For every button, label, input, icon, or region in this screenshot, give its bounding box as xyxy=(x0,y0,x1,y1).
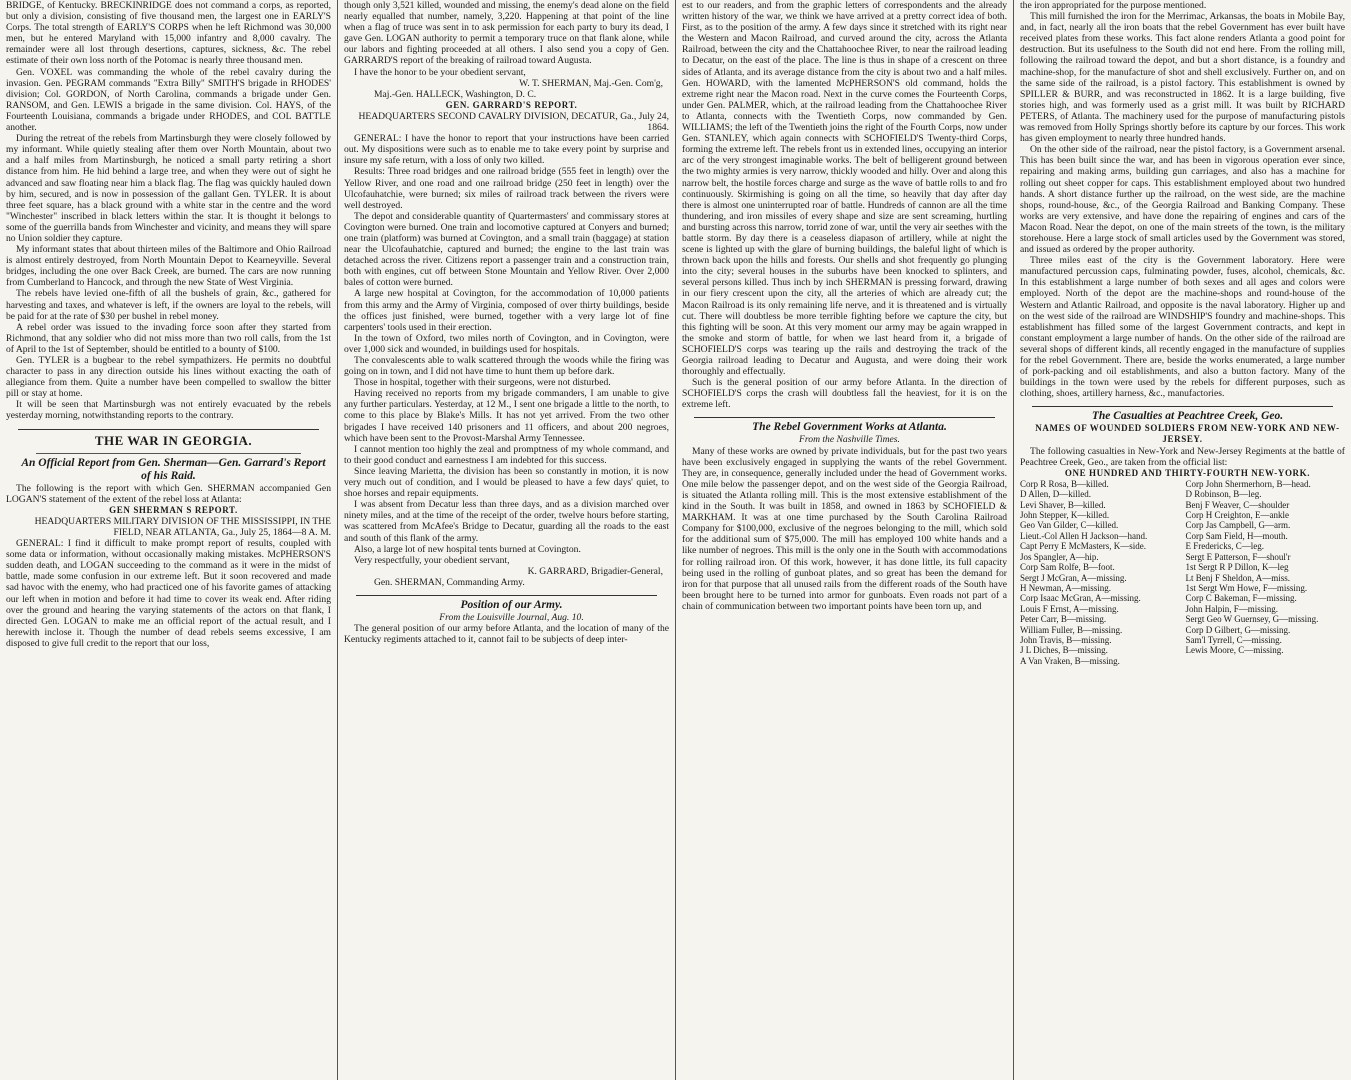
paragraph: Very respectfully, your obedient servant, xyxy=(354,554,510,566)
casualty-column-left xyxy=(1020,479,1180,666)
list-item: Corp R Rosa, B—killed. xyxy=(1020,478,1109,489)
paragraph: The depot and considerable quantity of Quartermasters' and commissary stores at Covington were burned. One train and locomotive captured at Conyers and burned; one train (platform) was burned at Covington, and a small train (baggage) at station near the Ulcofauhatchie, captured and burned; the engine to the last train was detached across the river. Citizens report a passenger train and a construction train, both with engines, cut off between Stone Mountain and Yellow River. Over 2,000 bales of cotton were burned. xyxy=(344,210,669,289)
list-item: H Newman, A—missing. xyxy=(1020,582,1111,593)
paragraph: In the town of Oxford, two miles north of Covington, and in Covington, were over 1,000 sick and wounded, in buildings used for hospitals. xyxy=(344,332,669,355)
article-headline: The Rebel Government Works at Atlanta. xyxy=(752,421,947,434)
paragraph: The following casualties in New-York and New-Jersey Regiments at the battle of Peachtree Creek, Geo., are taken from the official list: xyxy=(1020,445,1345,468)
list-item: Benj F Weaver, C—shoulder xyxy=(1185,499,1290,510)
regiment-heading: ONE HUNDRED AND THIRTY-FOURTH NEW-YORK. xyxy=(1064,467,1311,478)
paragraph: During the retreat of the rebels from Martinsburgh they were closely followed by my informant. While quietly stealing after them over North Mountain, about two and a half miles from Martinsburgh, he noticed a small party retiring a short distance from him. He hid behind a large tree, and when they were out of sight he advanced and saw floating near him a black flag. The flag was quickly hauled down by him, secured, and is now in possession of the gallant Gen. TYLER. It is about three feet square, has a black ground with a white star in the centre and the word "Winchester" inscribed in black letters within the star. It is thought it belongs to some of the guerrilla bands from Winchester and vicinity, and means they will spare no Union soldier they capture. xyxy=(6,133,331,244)
section-divider xyxy=(1032,406,1333,407)
paragraph: Results: Three road bridges and one railroad bridge (555 feet in length) over the Yellow River, and one road and one railroad bridge (250 feet in length) over the Ulcofauhatchie, were burned; six miles of railroad track between the rivers were well destroyed. xyxy=(344,166,669,211)
paragraph: My informant states that about thirteen miles of the Baltimore and Ohio Railroad is almost entirely destroyed, from North Mountain Depot to Kearneyville. Several bridges, including the one over Back Creek, are burned. The cars are now running from Cumberland to Hancock, and through the new State of West Virginia. xyxy=(6,244,331,289)
paragraph: It will be seen that Martinsburgh was not entirely evacuated by the rebels yesterday morning, notwithstanding reports to the contrary. xyxy=(6,399,331,422)
divider xyxy=(36,453,301,454)
list-item: Corp H Creighton, E—ankle xyxy=(1185,510,1289,521)
list-item: Sam'l Tyrrell, C—missing. xyxy=(1185,634,1282,645)
paragraph: GENERAL: I find it difficult to make prompt report of results, coupled with some data or information, without occasionally making mistakes. McPHERSON'S sudden death, and LOGAN succeeding to the command as it were in the midst of battle, made some confusion in our extreme left. But it soon recovered and made sad havoc with the enemy, who had practiced one of his favorite games of attacking our left when in motion and before it had time to cover its weak end. After riding over the ground and hearing the varying statements of the actors on that flank, I directed Gen. LOGAN to make me an official report of the actual result, and I herewith inclose it. Though the number of dead rebels seems excessive, I am disposed to give full credit to the report that our loss, xyxy=(6,538,331,649)
paragraph: BRIDGE, of Kentucky. BRECKINRIDGE does not command a corps, as reported, but only a division, consisting of five thousand men, the largest one in EARLY'S Corps. The total strength of EARLY'S CORPS when he left Richmond was 30,000 men, but he entered Maryland with 15,000 infantry and 8,000 cavalry. The remainder were all lost through desertions, captures, sickness, &c. The rebel estimate of their own loss north of the Potomac is nearly three thousand men. xyxy=(6,0,331,67)
list-item: Corp C Bakeman, F—missing. xyxy=(1185,593,1297,604)
source-line: From the Nashville Times. xyxy=(799,434,900,446)
source-line: From the Louisville Journal, Aug. 10. xyxy=(439,611,584,623)
list-item: Corp Isaac McGran, A—missing. xyxy=(1020,593,1141,604)
list-item: Corp Sam Rolfe, B—foot. xyxy=(1020,562,1115,573)
paragraph: The rebels have levied one-fifth of all the bushels of grain, &c., gathered for harvesting and taxes, and whatever is left, if the owners are loyal to the rebels, will be paid for at the rate of $30 per bushel in rebel money. xyxy=(6,288,331,322)
list-item: Lt Benj F Sheldon, A—miss. xyxy=(1185,572,1291,583)
paragraph: Since leaving Marietta, the division has been so constantly in motion, it is now very much out of condition, and I would be pleased to have a few days' quiet, to shoe horses and repair equipments. xyxy=(344,465,669,500)
paragraph: Three miles east of the city is the Government laboratory. Here were manufactured percussion caps, fulminating powder, fuses, alcohol, chemicals, &c. In this establishment a large number of both sexes and all ages and colors were employed. North of the depot are the machine-shops and round-house of the Western and Atlantic Railroad, and opposite is the naval laboratory. Higher up and on the west side of the railroad are WINDSHIP'S foundry and machine-shops. This establishment has filled some of the largest Government contracts, and kept in constant employment a large number of hands. On the other side of the railroad are several shops of different kinds, all recently engaged in the manufacture of supplies for the rebel Government. There are, beside the works enumerated, a large number of pork-packing and oil establishments, and also a button factory. Many of the buildings in the town were used by the rebels for different purposes, such as clothing, shoes, artillery harness, &c., manufactories. xyxy=(1020,255,1345,400)
paragraph: Also, a large lot of new hospital tents burned at Covington. xyxy=(354,543,581,555)
list-item: Sergt E Patterson, F—shoul'r xyxy=(1185,551,1291,562)
paragraph: The general position of our army before Atlanta, and the location of many of the Kentucky regiments attached to it, cannot fail to be subjects of deep inter- xyxy=(344,623,669,646)
report-heading: GEN. GARRARD'S REPORT. xyxy=(445,99,578,110)
paragraph: the iron appropriated for the purpose mentioned. xyxy=(1020,0,1207,11)
paragraph: I have the honor to be your obedient servant, xyxy=(354,66,526,78)
list-item: Lewis Moore, C—missing. xyxy=(1185,645,1284,656)
list-item: 1st Sergt Wm Howe, F—missing. xyxy=(1185,582,1308,593)
list-item: J L Diches, B—missing. xyxy=(1020,645,1108,656)
addressee: Gen. SHERMAN, Commanding Army. xyxy=(374,576,525,588)
paragraph: GENERAL: I have the honor to report that your instructions have been carried out. My dispositions were such as to enable me to take every point by surprise and insure my safe return, with a loss of only two killed. xyxy=(344,133,669,167)
paragraph: Having received no reports from my brigade commanders, I am unable to give any further particulars. Yesterday, at 12 M., I sent one brigade a little to the north, to come to this place by Blake's Mills. It has not yet arrived. From the two other brigades I have received 140 prisoners and 11 officers, and about 200 negroes, which have been sent to the Provost-Marshal Army Tennessee. xyxy=(344,388,669,444)
column-2 xyxy=(338,0,675,1080)
list-item: Corp D Gilbert, G—missing. xyxy=(1185,624,1291,635)
article-headline: An Official Report from Gen. Sherman—Gen. Garrard's Report of his Raid. xyxy=(21,456,326,482)
addressee: Maj.-Gen. HALLECK, Washington, D. C. xyxy=(374,88,537,100)
casualty-column-right xyxy=(1186,479,1346,666)
paragraph: Such is the general position of our army before Atlanta. In the direction of SCHOFIELD'S corps the crash will doubtless fall the heaviest, for it is on the extreme left. xyxy=(682,377,1007,411)
signature: K. GARRARD, Brigadier-General, xyxy=(527,565,663,577)
list-item: D Allen, D—killed. xyxy=(1020,489,1091,500)
list-item: Lieut.-Col Allen H Jackson—hand. xyxy=(1020,530,1148,541)
list-item: E Fredericks, C—leg. xyxy=(1185,541,1264,552)
report-heading: GEN SHERMAN S REPORT. xyxy=(109,504,238,515)
list-item: Capt Perry E McMasters, K—side. xyxy=(1020,541,1146,552)
list-item: Peter Carr, B—missing. xyxy=(1020,614,1107,625)
column-3 xyxy=(676,0,1013,1080)
paragraph: Those in hospital, together with their surgeons, were not disturbed. xyxy=(354,377,611,389)
list-item: Corp John Shermerhorn, B—head. xyxy=(1185,478,1311,489)
list-item: D Robinson, B—leg. xyxy=(1185,489,1262,500)
paragraph: The following is the report with which Gen. SHERMAN accompanied Gen LOGAN'S statement of the extent of the rebel loss at Atlanta: xyxy=(6,482,331,505)
paragraph: I was absent from Decatur less than three days, and as a division marched over ninety miles, and at the time of the receipt of the order, twelve hours before starting, was scattered from McAfee's Bridge to Decatur, guarding all the roads to the east and south of this flank of the army. xyxy=(344,499,669,544)
list-item: John Halpin, F—missing. xyxy=(1185,603,1279,614)
list-item: Levi Shaver, B—killed. xyxy=(1020,499,1106,510)
paragraph: This mill furnished the iron for the Merrimac, Arkansas, the boats in Mobile Bay, and, in fact, nearly all the iron boats that the rebel Government has ever built have received plates from these works. This fact alone renders Atlanta a good point for destruction. But its usefulness to the South did not end here. From the rolling mill, following the railroad toward the depot, and but a short distance, is a foundry and machine-shop, for the manufacture of shot and shell exclusively. Further on, and on the same side of the railroad, is a pistol factory. This establishment is owned by SPILLER & BURR, and was reconstructed in 1862. It is a large building, five stories high, and was formerly used as a grist mill. It was built by RICHARD PETERS, of Atlanta. The machinery used for the purpose of manufacturing pistols was removed from Holly Springs shortly before its capture by our forces. This work has given employment to nearly three hundred hands. xyxy=(1020,11,1345,145)
paragraph: I cannot mention too highly the zeal and promptness of my whole command, and to their good conduct and earnestness I am indebted for this success. xyxy=(344,443,669,466)
list-item: Louis F Ernst, A—missing. xyxy=(1020,603,1119,614)
list-item: Geo Van Gilder, C—killed. xyxy=(1020,520,1119,531)
section-divider xyxy=(18,429,319,430)
column-4 xyxy=(1014,0,1351,1080)
paragraph: A rebel order was issued to the invading force soon after they started from Richmond, that any soldier who did not miss more than two roll calls, from the 1st of April to the 1st of September, should be entitled to a bounty of $100. xyxy=(6,321,331,355)
list-item: Corp Sam Field, H—mouth. xyxy=(1185,530,1288,541)
list-item: John Stepper, K—killed. xyxy=(1020,510,1110,521)
list-item: Jos Spangler, A—hip. xyxy=(1020,551,1099,562)
list-item: A Van Vraken, B—missing. xyxy=(1020,655,1120,666)
list-item: John Travis, B—missing. xyxy=(1020,634,1112,645)
list-item: William Fuller, B—missing. xyxy=(1020,624,1123,635)
article-headline: The Casualties at Peachtree Creek, Geo. xyxy=(1091,410,1284,423)
list-item: Sergt Geo W Guernsey, G—missing. xyxy=(1185,614,1319,625)
column-1 xyxy=(0,0,337,1080)
list-item: Sergt J McGran, A—missing. xyxy=(1020,572,1127,583)
paragraph: though only 3,521 killed, wounded and missing, the enemy's dead alone on the field nearly equalled that number, namely, 3,220. Happening at that point of the line when a flag of truce was sent in to ask permission for each party to bury its dead, I gave Gen. LOGAN authority to permit a temporary truce on that flank alone, while our labors and fighting proceeded at all others. I also send you a copy of Gen. GARRARD'S report of the breaking of railroad toward Augusta. xyxy=(344,0,669,67)
signature: W. T. SHERMAN, Maj.-Gen. Com'g, xyxy=(519,77,663,89)
paragraph: est to our readers, and from the graphic letters of correspondents and the already written history of the war, we think we have arrived at a pretty correct idea of both. First, as to the position of the army. A few days since it stretched with its right near the Western and Macon Railroad, and curved around the city, across the Atlanta Railroad, between the city and the Chattahoochee River, to near the railroad leading to Decatur, on the east of the place. The line is thus in shape of a crescent on three sides of Atlanta, and its average distance from the city is about two and a half miles. Gen. HOWARD, with the lamented McPHERSON'S old command, holds the extreme right near the Macon road. Next in the curve comes the Fourteenth Corps, under Gen. PALMER, which, at the railroad leading from the Chattahoochee River to Atlanta, connects with the Twentieth Corps, now commanded by Gen. WILLIAMS; the left of the Twentieth joins the right of the Fourth Corps, now under Gen. STANLEY, which again connects with SCHOFIELD'S Twenty-third Corps, forming the extreme left. The rebels front us in extended lines, occupying an interior arc of the very strongest imaginable works. The belt of belligerent ground between the two mighty armies is very narrow, thickly wooded and hilly. Over and along this narrow belt, the hostile forces charge and surge as the wave of battle rolls to and fro continuously. Skirmishing is going on all the time, so heavily that day after day there is almost one uninterrupted roar of battle. Hundreds of cannon are all the time thundering, and iron missiles of every shape and size are sent screaming, hurtling and bursting across this narrow, torrid zone of war, until the very air seethes with the battle storm. By day there is a ceaseless diapason of artillery, while at night the scene is lighted up with the glare of burning buildings, the baleful light of which is thrown back upon the hills and forests. Our shells and shot frequently go plunging into the city; several houses in the suburbs have been knocked to splinters, and several persons killed. Thus inch by inch SHERMAN is pressing forward, drawing in our fiery crescent upon the city, all the arteries of which are already cut; the Macon Railroad is its only remaining life nerve, and it is threatened and is virtually cut. There will doubtless be more terrible fighting before we capture the city, but this fighting will be soon. At this very moment our army may be again wrapped in the smoke and storm of battle, for when we last heard from it, a brigade of SCHOFIELD'S corps was tearing up the rails and destroying the track of the Georgia railroad leading to Decatur and Augusta, and were doing their work thoroughly and effectually. xyxy=(682,0,1007,378)
section-divider xyxy=(694,417,995,418)
dateline: HEADQUARTERS SECOND CAVALRY DIVISION, DECATUR, Ga., July 24, 1864. xyxy=(358,110,669,134)
paragraph: On the other side of the railroad, near the pistol factory, is a Government arsenal. This has been built since the war, and has been in vigorous operation ever since, repairing and making arms, building gun carriages, and also has a machine for rolling out sheet copper for caps. This establishment employed about two hundred hands. A short distance further up the railroad, on the west side, are the machine shops, round-house, &c., of the Georgia Railroad and Banking Company. These works are very extensive, and have done the repairing of engines and cars of the Macon Road. Near the depot, on one of the main streets of the town, is the military storehouse. Here a large stock of small articles used by the Government was stored, and issued as ordered by the proper authority. xyxy=(1020,144,1345,256)
casualty-list xyxy=(1020,479,1345,666)
paragraph: Gen. TYLER is a bugbear to the rebel sympathizers. He permits no doubtful character to pass in any direction outside his lines without exacting the oath of allegiance from them. Quite a number have been compelled to swallow the bitter pill or stay at home. xyxy=(6,355,331,400)
paragraph: A large new hospital at Covington, for the accommodation of 10,000 patients from this army and the Army of Virginia, composed of over thirty buildings, beside the offices just finished, were burned, together with a very large lot of fine carpenters' tools used in their erection. xyxy=(344,288,669,333)
list-item: Corp Jas Campbell, G—arm. xyxy=(1185,520,1291,531)
paragraph: The convalescents able to walk scattered through the woods while the firing was going on in town, and I did not have time to hunt them up before dark. xyxy=(344,355,669,378)
paragraph: Gen. VOXEL was commanding the whole of the rebel cavalry during the invasion. Gen. PEGRAM commands "Extra Billy" SMITH'S brigade in RHODES' division; Col. GORDON, of North Carolina, commands a brigade under Gen. RANSOM, and Gen. LEWIS a brigade in the same division. Col. HAYS, of the Fourteenth Louisiana, commands a brigade under RHODES, and COL BATTLE another. xyxy=(6,66,331,134)
list-item: 1st Sergt R P Dillon, K—leg xyxy=(1185,562,1289,573)
sub-headline: NAMES OF WOUNDED SOLDIERS FROM NEW-YORK AND NEW-JERSEY. xyxy=(1035,423,1340,445)
paragraph: Many of these works are owned by private individuals, but for the past two years have been exclusively engaged in supplying the wants of the rebel Government. They are, in consequence, generally included under the head of Government works. One mile below the passenger depot, and on the west side of the Georgia Railroad, is situated the Atlanta rolling mill. This is the most extensive establishment of the kind in the South. It was built in 1858, and owned in 1863 by SCHOFIELD & MARKHAM. It was at one time purchased by the South Carolina Railroad Company for $100,000, exclusive of the negroes belonging to the mill, which sold for the additional sum of $75,000. The mill has employed 100 white hands and a like number of negroes. This mill is the only one in the South with accommodations for rolling railroad iron. Of this work, however, it has done little, its full capacity being used in the rolling of gunboat plates, and so great has been the demand for iron for that purpose that all unused rails from the different roads of the South have been brought here to be turned into armor for gunboats. Even roads not part of a chain of communication between two important points have been torn up, and xyxy=(682,445,1007,612)
section-headline: THE WAR IN GEORGIA. xyxy=(94,432,253,448)
dateline: HEADQUARTERS MILITARY DIVISION OF THE MISSISSIPPI, IN THE FIELD, NEAR ATLANTA, Ga., July 25, 1864—8 A. M. xyxy=(34,515,331,538)
section-divider xyxy=(356,595,657,596)
article-headline: Position of our Army. xyxy=(460,598,563,611)
